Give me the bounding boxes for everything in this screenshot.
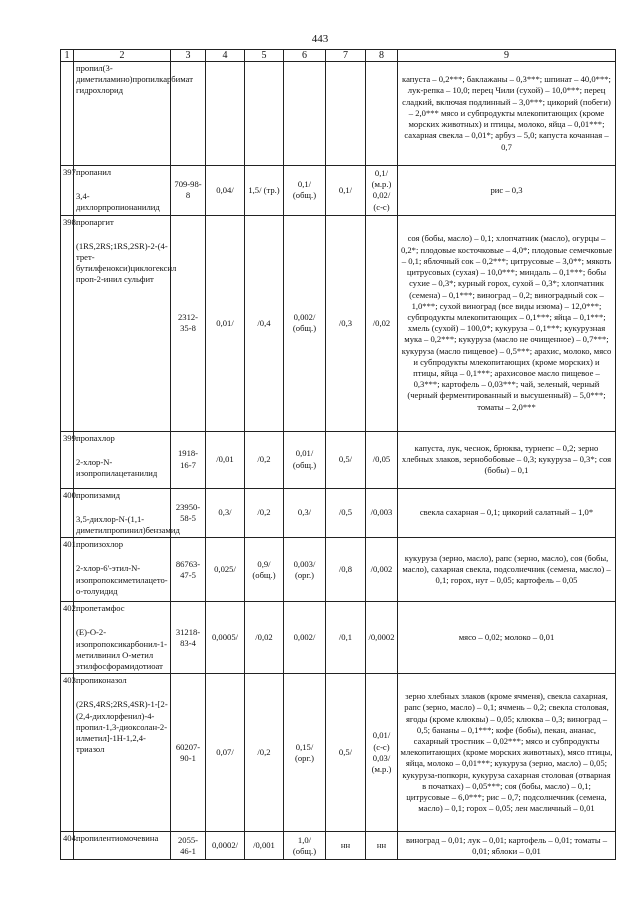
substance-name: пропиконазол [76, 675, 127, 686]
row-number: 398. [61, 215, 74, 431]
header-row [61, 50, 616, 62]
substance-name: пропилентиомочевина [76, 833, 159, 844]
value-col8: /0,02 [366, 215, 398, 431]
value-col4: 0,0005/ [206, 602, 245, 674]
cas-number: 23950-58-5 [171, 488, 206, 538]
row-number: 404. [61, 832, 74, 860]
residue-limits: виноград – 0,01; лук – 0,01; картофель – 0,01; томаты – 0,01; яблоки – 0,01 [398, 832, 616, 860]
regulation-table [60, 49, 616, 860]
substance-cell [74, 215, 177, 431]
residue-limits: капуста, лук, чеснок, брюква, турнепс – 0,2; зерно хлебных злаков, зернобобовые – 0,3; кукуруза – 0,3*; соя (бобы) – 0,1 [398, 431, 616, 488]
substance-name: пропизамид [76, 489, 121, 500]
substance-name: пропахлор [76, 432, 115, 443]
row-number: 403. [61, 674, 74, 832]
substance-name: пропанил [76, 167, 112, 177]
table-row [61, 62, 616, 166]
value-col7: /0,1 [326, 602, 366, 674]
value-col6: 0,3/ [284, 488, 326, 538]
substance-name: пропетамфос [76, 603, 125, 614]
value-col8: /0,0002 [366, 602, 398, 674]
substance-cell [74, 674, 171, 832]
residue-limits: мясо – 0,02; молоко – 0,01 [398, 602, 616, 674]
value-col6: 0,003/ (орг.) [284, 538, 326, 602]
residue-limits: соя (бобы, масло) – 0,1; хлопчатник (масло), огурцы – 0,2*; плодовые косточковые – 4,0*; плодовые семечковые – 0,1; яблочный сок – 0,2***; цитрусовые – 3,0**; мякоть цитрусовых (сухая) – 10,0***; миндаль – 0,1***; бобы сухие – 0,3*; курный горох, сухой – 0,3*; хлопчатник (семена) – 0,1***; виноград – 0,2; виноградный сок – 1,0***; сухой виноград (все виды изюма) – 12,0***; субпродукты млекопитающих – 0,1***; яйца – 0,1***; хмель (сухой) – 100,0*; кукуруза – 0,1***; кукурузная мука – 0,2***; кукуруза (масло не очищенное) – 0,7***; кукуруза (масло пищевое) – 0,5***; арахис, молоко, мясо и субпродукты млекопитающих (кроме морских) и птицы, яйца – 0,1***; арахисовое масло пищевое – 0,3***; картофель – 0,03***; чай, зеленый, черный (черный ферментированный и высушенный) – 5,0***; томаты – 2,0*** [398, 215, 616, 431]
substance-cell [74, 832, 171, 860]
value-col7: /0,5 [326, 488, 366, 538]
cas-number: 2055-46-1 [171, 832, 206, 860]
cas-number: 2312-35-8 [171, 215, 206, 431]
value-col4: /0,01 [206, 431, 245, 488]
value-col7: 0,5/ [326, 674, 366, 832]
value-col4: 0,0002/ [206, 832, 245, 860]
value-col5: 0,9/ (общ.) [245, 538, 284, 602]
substance-cell [74, 62, 194, 166]
substance-cell [74, 602, 171, 674]
value-col5: /0,02 [245, 602, 284, 674]
chemical-name: (2RS,4RS;2RS,4SR)-1-[2-(2,4-дихлорфенил)-4-пропил-1,3-диоксолан-2-илметил]-1Н-1,2,4-триазол [76, 699, 168, 755]
value-col4 [206, 62, 245, 166]
value-col6: 0,002/ (общ.) [284, 215, 326, 431]
value-col8: /0,002 [366, 538, 398, 602]
header-cell: 1 [61, 50, 74, 62]
page-number: 443 [311, 33, 329, 45]
chemical-name: 3,5-дихлор-N-(1,1-диметилпропинил)бензамид [76, 513, 180, 536]
table-row [61, 488, 616, 538]
chemical-name: 3,4-дихлорпропионанилид [76, 191, 160, 213]
table-row [61, 832, 616, 860]
substance-name: пропаргит [76, 216, 114, 227]
chemical-name: (1RS,2RS;1RS,2SR)-2-(4-трет-бутилфенокси)циклогексил проп-2-инил сульфит [76, 240, 177, 285]
header-cell: 2 [74, 50, 171, 62]
value-col8: /0,003 [366, 488, 398, 538]
residue-limits: капуста – 0,2***; баклажаны – 0,3***; шпинат – 40,0***; лук-репка – 10,0; перец Чили (сухой) – 10,0***; перец сладкий, включая подлинный – 3,0***; цикорий (побеги) – 2,0*** мясо и субпродукты млекопитающих (кроме морских животных) и птицы, молоко, яйца – 0,01***; сахарная свекла – 0,01*; арбуз – 5,0; капуста кочанная – 0,7 [398, 62, 616, 166]
value-col8: /0,05 [366, 431, 398, 488]
value-col8: 0,1/ (м.р.) 0,02/ (с-с) [366, 166, 398, 216]
header-cell: 7 [326, 50, 366, 62]
value-col4: 0,07/ [206, 674, 245, 832]
residue-limits: зерно хлебных злаков (кроме ячменя), свекла сахарная, рапс (зерно, масло) – 0,1; ячмень – 0,2; свекла столовая, ягоды (кроме клюквы) – 0,05; клюква – 0,3; виноград – 0,5; бананы – 0,1***; кофе (бобы), пекан, ананас, сахарный тростник – 0,02***; мясо и субпродукты млекопитающих (кроме морских животных), мясо птицы, яйца, молоко – 0,01***; кукуруза (зерно, масло) – 0,05; кукуруза-попкорн, кукуруза сахарная столовая (отварная в початках) – 0,05***; соя (бобы, масло) – 0,1; цитрусовые – 6,0***; рис – 0,7; подсолнечник (семена, масло) – 0,1; горох – 0,05; лен масличный – 0,01 [398, 674, 616, 832]
substance-cell [74, 166, 171, 216]
cas-number: 86763-47-5 [171, 538, 206, 602]
value-col5: /0,2 [245, 488, 284, 538]
header-cell: 9 [398, 50, 616, 62]
row-number: 397. [61, 166, 74, 216]
row-number: 402. [61, 602, 74, 674]
value-col7: 0,5/ [326, 431, 366, 488]
value-col6: 1,0/ (общ.) [284, 832, 326, 860]
value-col6 [284, 62, 326, 166]
table-row [61, 166, 616, 216]
value-col7: 0,1/ [326, 166, 366, 216]
value-col6: 0,01/ (общ.) [284, 431, 326, 488]
table-row [61, 602, 616, 674]
residue-limits: кукуруза (зерно, масло), рапс (зерно, масло), соя (бобы, масло), сахарная свекла, подсолнечник (семена, масло) – 0,1; горох, нут – 0,05; картофель – 0,05 [398, 538, 616, 602]
value-col6: 0,1/ (общ.) [284, 166, 326, 216]
chemical-name: 2-хлор-6'-этил-N-изопропоксиметилацето-о-толуидид [76, 563, 168, 596]
cas-number: 1918-16-7 [171, 431, 206, 488]
value-col5: /0,2 [245, 674, 284, 832]
value-col5 [245, 62, 284, 166]
row-number: 399. [61, 431, 74, 488]
substance-cell [74, 431, 171, 488]
value-col7: /0,3 [326, 215, 366, 431]
table-row [61, 538, 616, 602]
header-cell: 8 [366, 50, 398, 62]
chemical-name: пропил(3-диметиламино)пропилкарбимат гидрохлорид [76, 63, 194, 96]
value-col7: /0,8 [326, 538, 366, 602]
cas-number: 60207-90-1 [171, 674, 206, 832]
value-col6: 0,15/ (орг.) [284, 674, 326, 832]
value-col6: 0,002/ [284, 602, 326, 674]
residue-limits: свекла сахарная – 0,1; цикорий салатный – 1,0* [398, 488, 616, 538]
value-col8: нн [366, 832, 398, 860]
value-col8: 0,01/ (с-с) 0,03/ (м.р.) [366, 674, 398, 832]
header-cell: 3 [171, 50, 206, 62]
table-row [61, 215, 616, 431]
value-col4: 0,01/ [206, 215, 245, 431]
value-col4: 0,025/ [206, 538, 245, 602]
cas-number: 709-98-8 [171, 166, 206, 216]
substance-cell [74, 488, 180, 538]
header-cell: 4 [206, 50, 245, 62]
substance-name: пропизохлор [76, 539, 123, 550]
value-col7 [326, 62, 366, 166]
header-cell: 6 [284, 50, 326, 62]
value-col4: 0,3/ [206, 488, 245, 538]
value-col8 [366, 62, 398, 166]
cas-number: 31218-83-4 [171, 602, 206, 674]
chemical-name: 2-хлор-N-изопропилацетанилид [76, 456, 158, 479]
value-col5: /0,2 [245, 431, 284, 488]
substance-cell [74, 538, 171, 602]
table-row [61, 431, 616, 488]
row-number [61, 62, 74, 166]
value-col5: /0,4 [245, 215, 284, 431]
row-number: 400. [61, 488, 74, 538]
row-number: 401. [61, 538, 74, 602]
value-col4: 0,04/ [206, 166, 245, 216]
value-col7: нн [326, 832, 366, 860]
table-row [61, 674, 616, 832]
chemical-name: (E)-O-2-изопропоксикарбонил-1-метилвинил O-метил этилфосфорамидотиоат [76, 627, 168, 672]
value-col5: 1,5/ (тр.) [245, 166, 284, 216]
header-cell: 5 [245, 50, 284, 62]
value-col5: /0,001 [245, 832, 284, 860]
residue-limits: рис – 0,3 [398, 166, 616, 216]
